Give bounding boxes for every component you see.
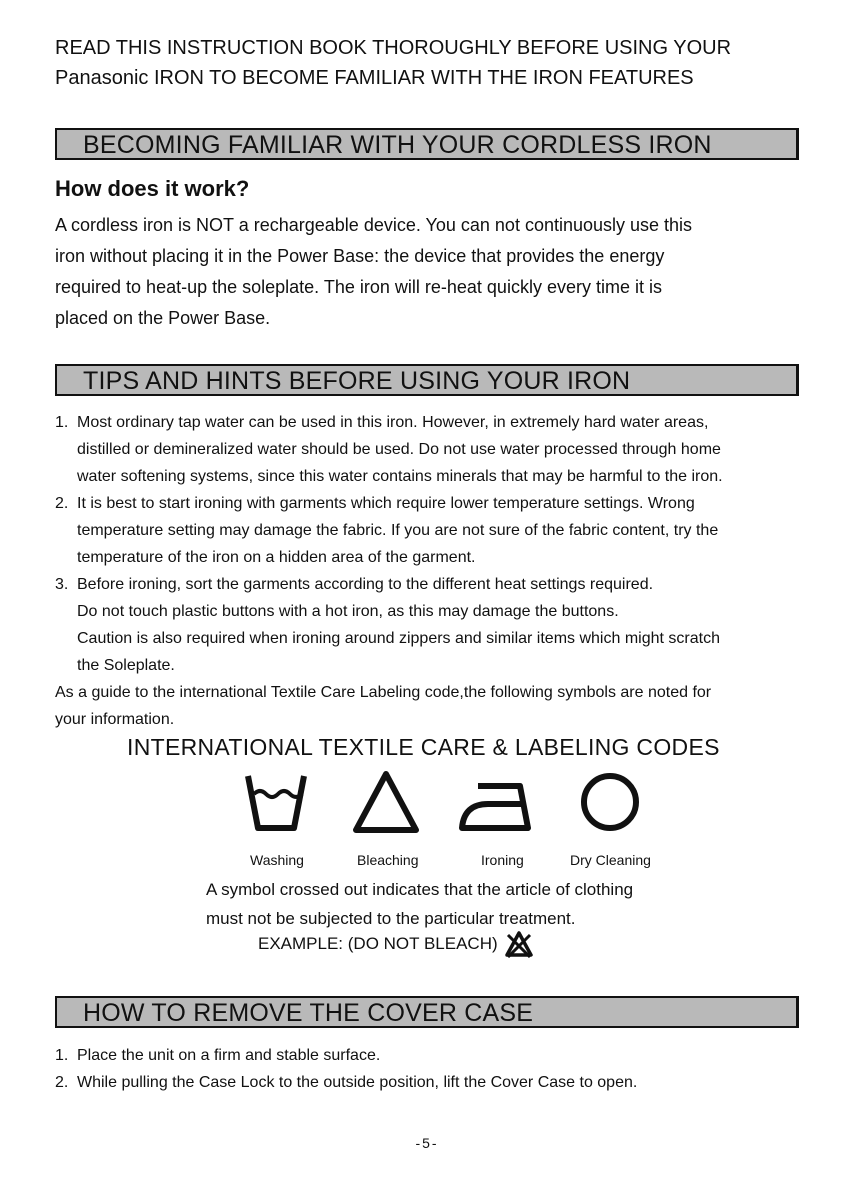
- list-line: Place the unit on a firm and stable surface.: [77, 1047, 381, 1064]
- list-line: water softening systems, since this water contains minerals that may be harmful to the iron.: [77, 468, 723, 485]
- tips-list: [55, 409, 815, 733]
- label-ironing: Ironing: [481, 852, 524, 868]
- list-line: Before ironing, sort the garments according to the different heat settings required.: [77, 576, 654, 593]
- list-item: [55, 1042, 815, 1069]
- section-heading-text: TIPS AND HINTS BEFORE USING YOUR IRON: [83, 367, 631, 395]
- list-number: 1.: [55, 1047, 69, 1064]
- list-number: 1.: [55, 414, 69, 431]
- section-heading-text: BECOMING FAMILIAR WITH YOUR CORDLESS IRON: [83, 131, 712, 159]
- paragraph-line: iron without placing it in the Power Base: the device that provides the energy: [55, 246, 665, 266]
- note-line: must not be subjected to the particular treatment.: [206, 909, 576, 928]
- list-line: the Soleplate.: [77, 657, 175, 674]
- intro-line-2: Panasonic IRON TO BECOME FAMILIAR WITH THE IRON FEATURES: [55, 67, 694, 89]
- list-line: It is best to start ironing with garments which require lower temperature settings. Wrong: [77, 495, 695, 512]
- do-not-bleach-icon: [504, 930, 534, 958]
- paragraph-line: placed on the Power Base.: [55, 308, 271, 328]
- guide-line: As a guide to the international Textile Care Labeling code,the following symbols are noted for: [55, 684, 712, 701]
- subheading-how-it-works: How does it work?: [55, 176, 250, 201]
- ironing-icon: [458, 770, 538, 834]
- list-number: 3.: [55, 576, 69, 593]
- label-washing: Washing: [250, 852, 304, 868]
- list-number: 2.: [55, 1074, 69, 1091]
- bleaching-icon: [352, 770, 420, 834]
- paragraph-line: required to heat-up the soleplate. The iron will re-heat quickly every time it is: [55, 277, 662, 297]
- list-item: [55, 490, 815, 571]
- list-line: distilled or demineralized water should be used. Do not use water processed through home: [77, 441, 721, 458]
- intro-text: [55, 33, 835, 93]
- paragraph-line: A cordless iron is NOT a rechargeable device. You can not continuously use this: [55, 215, 693, 235]
- list-line: Caution is also required when ironing around zippers and similar items which might scratch: [77, 630, 720, 647]
- crossed-symbol-note: [206, 875, 633, 933]
- section-heading-text: HOW TO REMOVE THE COVER CASE: [83, 999, 534, 1027]
- dry-cleaning-icon: [580, 770, 640, 834]
- section-heading-familiar: [55, 128, 799, 160]
- list-line: temperature of the iron on a hidden area of the garment.: [77, 549, 476, 566]
- list-item: [55, 571, 815, 679]
- label-dry-cleaning: Dry Cleaning: [570, 852, 651, 868]
- care-codes-title: INTERNATIONAL TEXTILE CARE & LABELING CODES: [127, 734, 720, 760]
- section-heading-tips: [55, 364, 799, 396]
- intro-line-1: READ THIS INSTRUCTION BOOK THOROUGHLY BEFORE USING YOUR: [55, 37, 732, 59]
- list-line: temperature setting may damage the fabric. If you are not sure of the fabric content, try the: [77, 522, 719, 539]
- care-symbols: [236, 770, 656, 850]
- list-item: [55, 1069, 815, 1096]
- care-symbol-labels: [230, 852, 670, 872]
- list-line: Most ordinary tap water can be used in this iron. However, in extremely hard water areas,: [77, 414, 709, 431]
- list-item: [55, 409, 815, 490]
- label-bleaching: Bleaching: [357, 852, 419, 868]
- example-text: EXAMPLE: (DO NOT BLEACH): [258, 934, 498, 953]
- cover-case-steps: [55, 1042, 815, 1096]
- section-heading-cover-case: [55, 996, 799, 1028]
- example-line: [258, 930, 534, 958]
- how-it-works-paragraph: [55, 210, 815, 334]
- note-line: A symbol crossed out indicates that the article of clothing: [206, 880, 634, 899]
- washing-icon: [244, 770, 308, 834]
- page-number: -5-: [415, 1135, 439, 1151]
- list-line: Do not touch plastic buttons with a hot iron, as this may damage the buttons.: [77, 603, 619, 620]
- guide-line: your information.: [55, 711, 175, 728]
- list-line: While pulling the Case Lock to the outside position, lift the Cover Case to open.: [77, 1074, 638, 1091]
- list-number: 2.: [55, 495, 69, 512]
